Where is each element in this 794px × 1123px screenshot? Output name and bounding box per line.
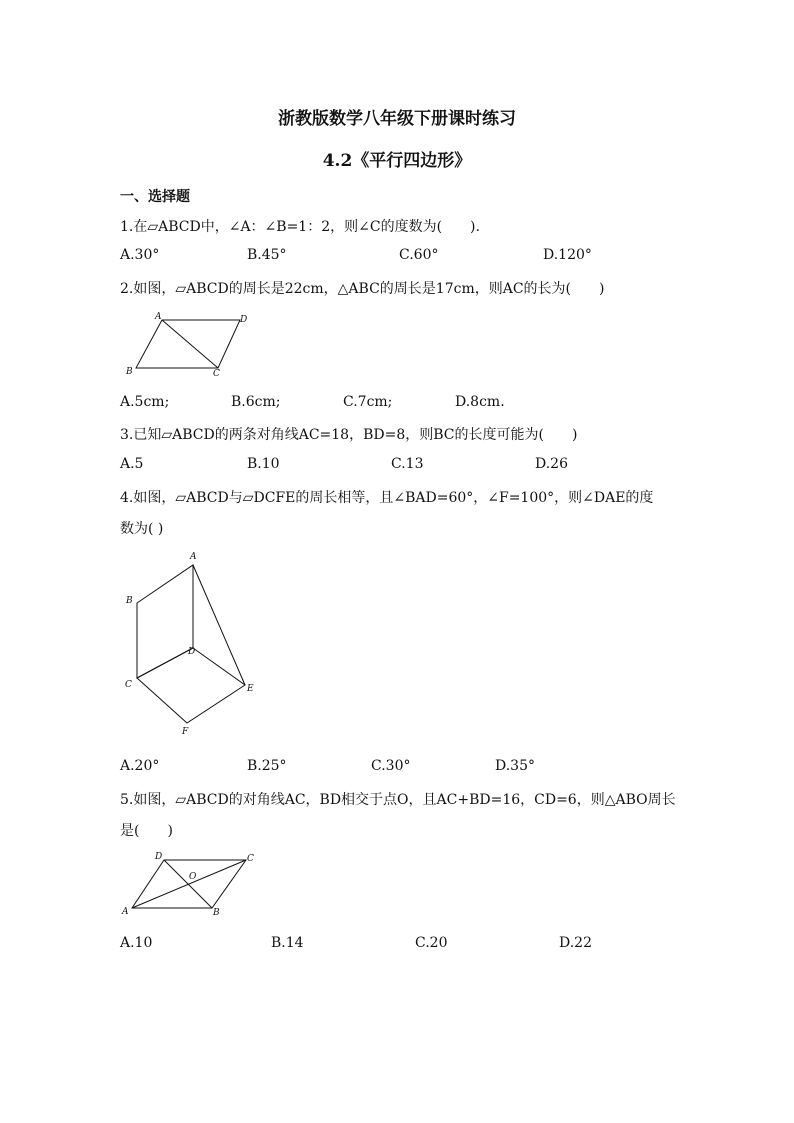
question-5-option-c: C.20 (415, 935, 448, 951)
question-5-figure (120, 848, 265, 920)
diagonal-ac (162, 320, 218, 368)
worksheet-title: 浙教版数学八年级下册课时练习 (278, 109, 516, 129)
question-4-option-a: A.20° (120, 758, 160, 774)
question-3-option-a: A.5 (120, 456, 144, 472)
question-2-option-b: B.6cm; (231, 394, 281, 410)
label-a: A (122, 907, 129, 917)
label-e: E (247, 684, 254, 694)
label-c: C (125, 680, 132, 690)
label-b: B (126, 596, 133, 606)
label-b: B (213, 908, 220, 918)
worksheet-subtitle: 4.2《平行四边形》 (322, 151, 472, 171)
question-5-option-a: A.10 (120, 935, 153, 951)
question-2-option-d: D.8cm. (455, 394, 505, 410)
question-1-text: 1.在▱ABCD中，∠A：∠B=1：2，则∠C的度数为( ). (120, 219, 480, 235)
question-2-option-c: C.7cm; (343, 394, 393, 410)
label-o: O (189, 872, 197, 882)
question-5-text-line-2: 是( ) (120, 823, 173, 839)
section-heading: 一、选择题 (120, 189, 190, 205)
question-3-text: 3.已知▱ABCD的两条对角线AC=18，BD=8，则BC的长度可能为( ) (120, 427, 578, 443)
question-1-option-c: C.60° (399, 247, 439, 263)
diagonal-bd (164, 860, 212, 908)
question-4-text-line-2: 数为( ) (120, 521, 164, 537)
question-3-option-d: D.26 (535, 456, 568, 472)
question-5-option-b: B.14 (271, 935, 304, 951)
label-c: C (213, 369, 220, 379)
question-1-option-a: A.30° (120, 247, 160, 263)
label-d: D (188, 647, 196, 657)
question-4-option-d: D.35° (495, 758, 535, 774)
question-4-option-b: B.25° (247, 758, 287, 774)
question-4-figure (120, 548, 270, 743)
label-d: D (240, 315, 248, 325)
question-2-figure (120, 308, 260, 380)
question-2-text: 2.如图，▱ABCD的周长是22cm，△ABC的周长是17cm，则AC的长为( ) (120, 281, 605, 297)
parallelogram-abcd (137, 565, 196, 678)
question-5-option-d: D.22 (559, 935, 592, 951)
label-b: B (126, 367, 133, 377)
question-3-option-b: B.10 (247, 456, 280, 472)
question-4-option-c: C.30° (371, 758, 411, 774)
label-d: D (155, 852, 163, 862)
question-1-option-d: D.120° (543, 247, 592, 263)
question-5-text-line-1: 5.如图，▱ABCD的对角线AC，BD相交于点O，且AC+BD=16，CD=6，则△ABO周长 (120, 792, 676, 808)
parallelogram-dcfe (137, 648, 245, 723)
label-a: A (190, 552, 197, 562)
question-4-text-line-1: 4.如图，▱ABCD与▱DCFE的周长相等，且∠BAD=60°，∠F=100°，则∠DAE的度 (120, 490, 654, 506)
label-c: C (247, 854, 254, 864)
question-1-option-b: B.45° (247, 247, 287, 263)
question-2-option-a: A.5cm; (120, 394, 170, 410)
label-a: A (155, 312, 162, 322)
question-3-option-c: C.13 (391, 456, 424, 472)
label-f: F (182, 727, 189, 737)
parallelogram-abcd (136, 320, 240, 368)
